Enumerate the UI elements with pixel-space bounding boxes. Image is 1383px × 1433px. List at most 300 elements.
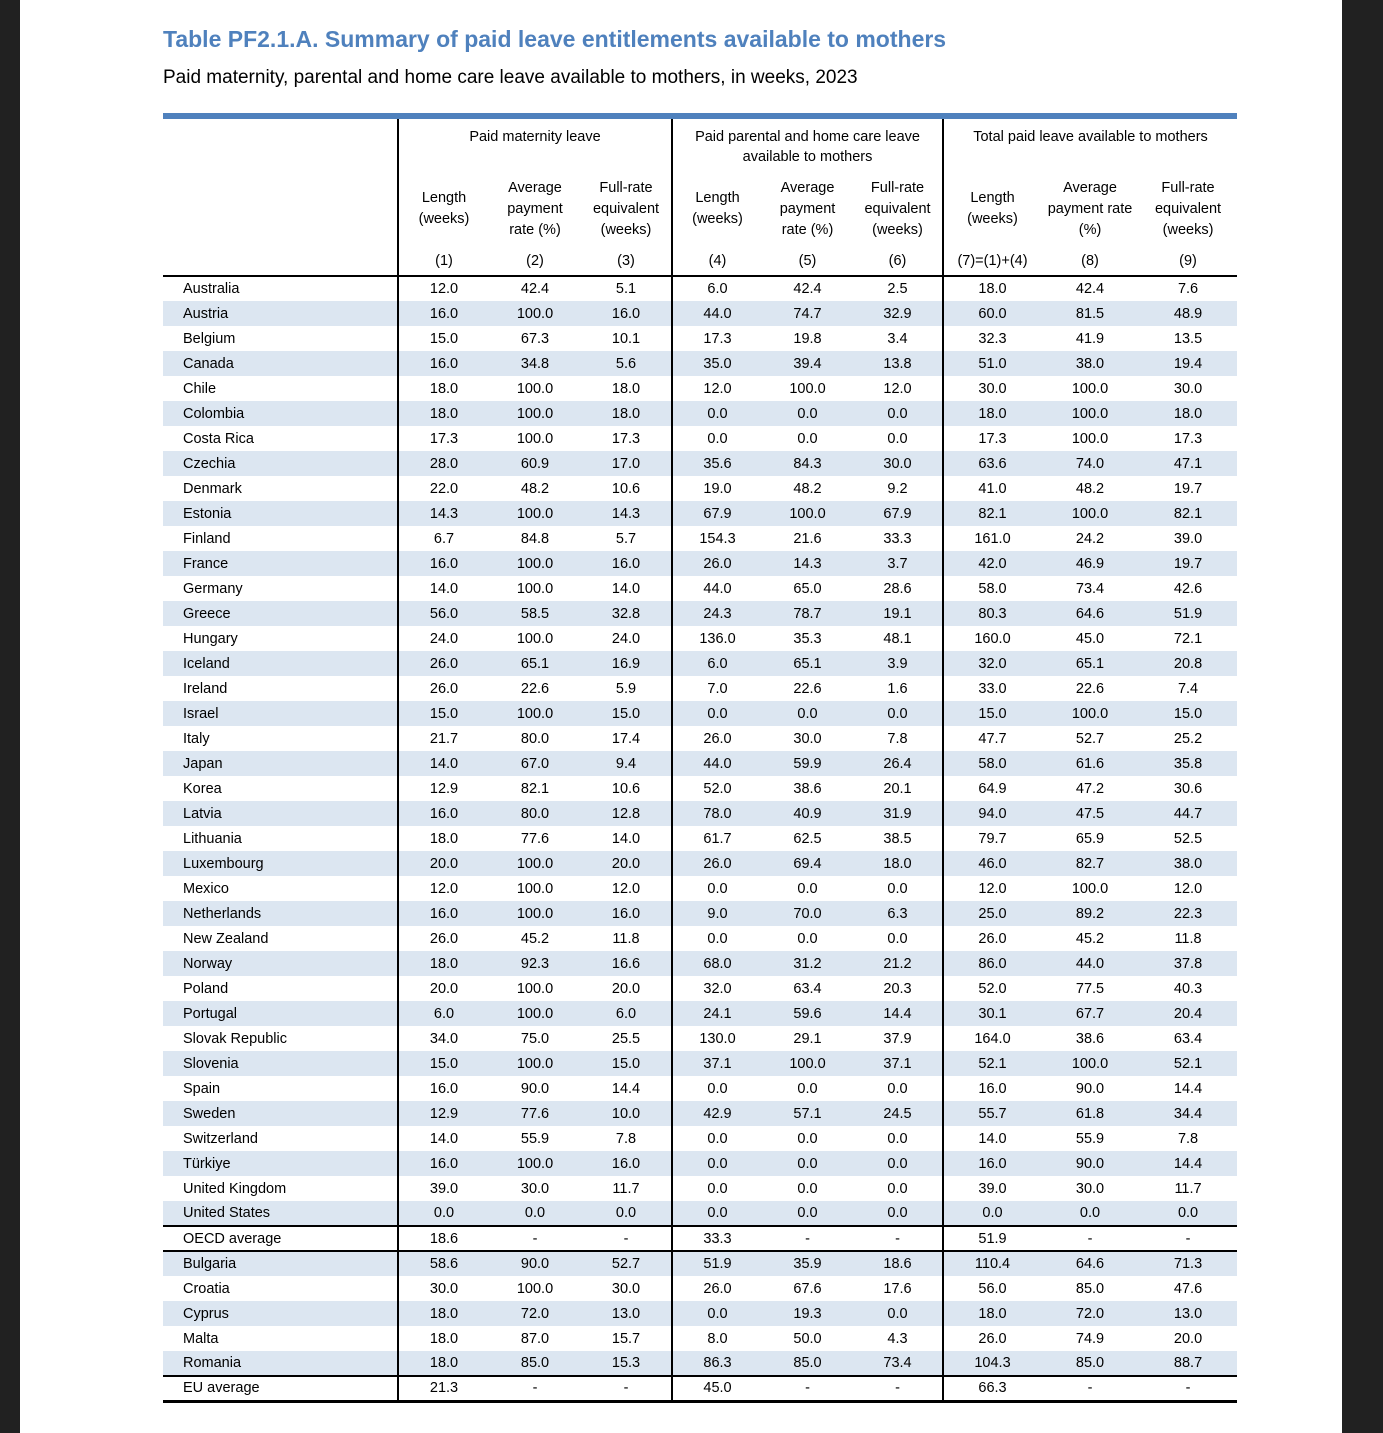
country-label: Chile xyxy=(183,380,217,397)
value-cell: 55.7 xyxy=(943,1101,1041,1126)
value-cell: 55.9 xyxy=(520,1130,550,1147)
value-cell: 12.0 xyxy=(1173,880,1203,897)
value-cell: 16.0 xyxy=(611,905,641,922)
value-cell: 8.0 xyxy=(672,1326,762,1351)
value-cell: 40.9 xyxy=(793,805,822,822)
table-title: Table PF2.1.A. Summary of paid leave entitlements available to mothers xyxy=(163,26,947,52)
country-label: United Kingdom xyxy=(183,1180,287,1197)
col-header-fre-1: Full-rate equivalent (weeks) xyxy=(592,179,660,238)
value-cell: 47.7 xyxy=(943,726,1041,751)
value-cell: 3.4 xyxy=(887,330,908,347)
value-cell: 35.9 xyxy=(793,1256,822,1273)
country-label: Greece xyxy=(183,605,231,622)
col-header-fre-3: Full-rate equivalent (weeks) xyxy=(1154,179,1222,238)
table-header xyxy=(163,116,1237,276)
value-cell: 14.0 xyxy=(943,1126,1041,1151)
value-cell: 0.0 xyxy=(1079,1205,1101,1222)
table-row xyxy=(163,676,1237,701)
value-cell: 35.6 xyxy=(672,451,762,476)
value-cell: 100.0 xyxy=(516,380,554,397)
value-cell: 59.6 xyxy=(793,1005,822,1022)
value-cell: 100.0 xyxy=(516,1155,554,1172)
value-cell: - xyxy=(1041,1376,1139,1401)
value-cell: 44.0 xyxy=(672,751,762,776)
value-cell: 26.0 xyxy=(398,651,489,676)
value-cell: 52.7 xyxy=(611,1256,641,1273)
value-cell: 61.6 xyxy=(1075,755,1105,772)
col-number: (4) xyxy=(672,246,762,276)
value-cell: 42.6 xyxy=(1173,580,1203,597)
value-cell: 10.6 xyxy=(611,480,641,497)
table-row xyxy=(163,801,1237,826)
country-label: New Zealand xyxy=(183,930,269,947)
value-cell: 26.0 xyxy=(398,676,489,701)
value-cell: 161.0 xyxy=(943,526,1041,551)
value-cell: 3.9 xyxy=(887,655,908,672)
value-cell: 26.0 xyxy=(943,1326,1041,1351)
value-cell: 26.0 xyxy=(398,926,489,951)
value-cell: 48.2 xyxy=(1075,480,1105,497)
value-cell: - xyxy=(489,1376,581,1401)
country-label: Italy xyxy=(183,730,210,747)
value-cell: 9.4 xyxy=(615,755,637,772)
value-cell: 37.1 xyxy=(672,1051,762,1076)
country-label: Denmark xyxy=(183,480,242,497)
value-cell: 30.0 xyxy=(398,1276,489,1301)
value-cell: 14.0 xyxy=(398,1126,489,1151)
table-row xyxy=(163,1326,1237,1351)
value-cell: 24.2 xyxy=(1075,530,1105,547)
value-cell: 7.4 xyxy=(1177,680,1199,697)
value-cell: 20.3 xyxy=(883,980,912,997)
value-cell: 18.0 xyxy=(398,1326,489,1351)
value-cell: 21.6 xyxy=(793,530,822,547)
value-cell: 84.8 xyxy=(520,530,550,547)
value-cell: 12.0 xyxy=(672,376,762,401)
value-cell: 16.0 xyxy=(943,1151,1041,1176)
value-cell: 16.0 xyxy=(398,351,489,376)
value-cell: 10.6 xyxy=(611,780,641,797)
table-row xyxy=(163,701,1237,726)
value-cell: 17.3 xyxy=(672,326,762,351)
value-cell: 58.6 xyxy=(398,1251,489,1276)
value-cell: 61.7 xyxy=(672,826,762,851)
value-cell: 74.0 xyxy=(1075,455,1105,472)
value-cell: 80.0 xyxy=(520,805,550,822)
value-cell: 73.4 xyxy=(1075,580,1105,597)
table-row xyxy=(163,926,1237,951)
value-cell: 21.2 xyxy=(883,955,912,972)
value-cell: 15.0 xyxy=(398,1051,489,1076)
table-row xyxy=(163,826,1237,851)
value-cell: 31.2 xyxy=(793,955,822,972)
value-cell: - xyxy=(853,1226,943,1251)
value-cell: 5.9 xyxy=(615,680,637,697)
country-label: EU average xyxy=(163,1376,398,1401)
value-cell: 18.0 xyxy=(398,1301,489,1326)
value-cell: 17.3 xyxy=(611,430,641,447)
value-cell: 63.4 xyxy=(1173,1030,1203,1047)
value-cell: 72.0 xyxy=(520,1305,550,1322)
value-cell: 38.0 xyxy=(1173,855,1203,872)
value-cell: 24.3 xyxy=(672,601,762,626)
col-number: (3) xyxy=(581,246,672,276)
value-cell: 13.0 xyxy=(1173,1305,1203,1322)
country-label: Norway xyxy=(183,955,233,972)
value-cell: 14.4 xyxy=(1173,1080,1203,1097)
value-cell: 19.0 xyxy=(672,476,762,501)
country-label: France xyxy=(183,555,229,572)
value-cell: 28.6 xyxy=(883,580,912,597)
column-number-row xyxy=(163,246,1237,276)
value-cell: 26.0 xyxy=(672,726,762,751)
value-cell: 0.0 xyxy=(887,430,908,447)
value-cell: 38.0 xyxy=(1075,355,1105,372)
value-cell: 25.0 xyxy=(943,901,1041,926)
value-cell: 78.0 xyxy=(672,801,762,826)
value-cell: 74.7 xyxy=(793,305,822,322)
value-cell: 100.0 xyxy=(516,1280,554,1297)
value-cell: 21.7 xyxy=(398,726,489,751)
country-label: Lithuania xyxy=(183,830,242,847)
country-label: Hungary xyxy=(183,630,238,647)
group-header-maternity: Paid maternity leave xyxy=(398,116,672,172)
value-cell: 67.9 xyxy=(883,505,912,522)
country-label: Ireland xyxy=(183,680,228,697)
value-cell: 15.0 xyxy=(611,1055,641,1072)
value-cell: 94.0 xyxy=(943,801,1041,826)
value-cell: 44.0 xyxy=(672,576,762,601)
value-cell: - xyxy=(581,1226,672,1251)
value-cell: 7.8 xyxy=(1177,1130,1199,1147)
value-cell: 50.0 xyxy=(793,1330,822,1347)
value-cell: 20.1 xyxy=(883,780,912,797)
value-cell: 69.4 xyxy=(793,855,822,872)
country-label: Germany xyxy=(183,580,243,597)
value-cell: 47.6 xyxy=(1173,1280,1203,1297)
value-cell: 32.8 xyxy=(611,605,641,622)
value-cell: 90.0 xyxy=(1075,1155,1105,1172)
table-row xyxy=(163,476,1237,501)
value-cell: 18.0 xyxy=(398,1351,489,1376)
value-cell: 59.9 xyxy=(793,755,822,772)
value-cell: 80.3 xyxy=(943,601,1041,626)
value-cell: 48.9 xyxy=(1173,305,1203,322)
value-cell: 100.0 xyxy=(789,1055,826,1072)
value-cell: - xyxy=(1139,1376,1237,1401)
value-cell: 52.1 xyxy=(1173,1055,1203,1072)
country-label: Israel xyxy=(183,705,219,722)
value-cell: 88.7 xyxy=(1173,1355,1203,1372)
country-label: Latvia xyxy=(183,805,222,822)
value-cell: 20.0 xyxy=(611,980,641,997)
col-number: (2) xyxy=(489,246,581,276)
value-cell: 15.0 xyxy=(398,701,489,726)
value-cell: 37.8 xyxy=(1173,955,1203,972)
group-header-total: Total paid leave available to mothers xyxy=(943,116,1237,172)
value-cell: 16.0 xyxy=(943,1076,1041,1101)
value-cell: 100.0 xyxy=(1071,405,1109,422)
value-cell: 28.0 xyxy=(398,451,489,476)
value-cell: 39.4 xyxy=(793,355,822,372)
value-cell: 80.0 xyxy=(520,730,550,747)
value-cell: 12.9 xyxy=(398,776,489,801)
value-cell: 85.0 xyxy=(1075,1280,1105,1297)
value-cell: 45.2 xyxy=(520,930,550,947)
table-row xyxy=(163,1201,1237,1226)
country-label: Costa Rica xyxy=(183,430,254,447)
value-cell: 0.0 xyxy=(797,1130,818,1147)
value-cell: 68.0 xyxy=(672,951,762,976)
value-cell: 100.0 xyxy=(516,630,554,647)
value-cell: 46.9 xyxy=(1075,555,1105,572)
table-row xyxy=(163,1076,1237,1101)
value-cell: 40.3 xyxy=(1173,980,1203,997)
value-cell: 32.0 xyxy=(672,976,762,1001)
value-cell: 100.0 xyxy=(1071,380,1109,397)
value-cell: 16.9 xyxy=(611,655,641,672)
value-cell: 2.5 xyxy=(887,281,908,298)
value-cell: 64.6 xyxy=(1075,1256,1105,1273)
value-cell: 38.5 xyxy=(883,830,912,847)
table-row xyxy=(163,326,1237,351)
value-cell: 20.4 xyxy=(1173,1005,1203,1022)
value-cell: 110.4 xyxy=(943,1251,1041,1276)
value-cell: 33.3 xyxy=(672,1226,762,1251)
country-label: Malta xyxy=(183,1330,219,1347)
value-cell: 31.9 xyxy=(883,805,912,822)
value-cell: 14.4 xyxy=(1173,1155,1203,1172)
value-cell: 6.3 xyxy=(887,905,908,922)
value-cell: 82.1 xyxy=(520,780,550,797)
country-label: Bulgaria xyxy=(183,1256,237,1273)
country-label: Finland xyxy=(183,530,231,547)
value-cell: 0.0 xyxy=(672,701,762,726)
value-cell: 100.0 xyxy=(516,555,554,572)
value-cell: 5.1 xyxy=(615,281,637,298)
summary-row xyxy=(163,1376,1237,1401)
value-cell: 19.7 xyxy=(1173,555,1203,572)
value-cell: 33.3 xyxy=(883,530,912,547)
value-cell: 87.0 xyxy=(520,1330,550,1347)
table-row xyxy=(163,526,1237,551)
value-cell: 18.6 xyxy=(398,1226,489,1251)
value-cell: 37.9 xyxy=(883,1030,912,1047)
value-cell: 0.0 xyxy=(797,930,818,947)
value-cell: 16.0 xyxy=(398,901,489,926)
value-cell: 30.0 xyxy=(611,1280,641,1297)
value-cell: 25.5 xyxy=(611,1030,641,1047)
col-number: (6) xyxy=(853,246,943,276)
value-cell: 100.0 xyxy=(516,405,554,422)
value-cell: 63.4 xyxy=(793,980,822,997)
value-cell: 21.3 xyxy=(398,1376,489,1401)
value-cell: 26.4 xyxy=(883,755,912,772)
value-cell: 100.0 xyxy=(516,430,554,447)
value-cell: 22.6 xyxy=(1075,680,1105,697)
group-header-parental: Paid parental and home care leave available to mothers xyxy=(672,116,943,172)
value-cell: 35.8 xyxy=(1173,755,1203,772)
value-cell: 4.3 xyxy=(887,1330,908,1347)
table-row xyxy=(163,1351,1237,1376)
value-cell: 39.0 xyxy=(943,1176,1041,1201)
value-cell: 154.3 xyxy=(672,526,762,551)
value-cell: 18.0 xyxy=(611,380,641,397)
value-cell: 45.0 xyxy=(672,1376,762,1401)
value-cell: 14.3 xyxy=(611,505,641,522)
value-cell: 77.6 xyxy=(520,1105,550,1122)
country-label: Spain xyxy=(183,1080,221,1097)
value-cell: 0.0 xyxy=(797,705,818,722)
table-row xyxy=(163,1126,1237,1151)
value-cell: 13.8 xyxy=(883,355,912,372)
value-cell: 100.0 xyxy=(516,980,554,997)
value-cell: 42.4 xyxy=(793,281,822,298)
value-cell: 10.1 xyxy=(611,330,641,347)
value-cell: 18.0 xyxy=(943,276,1041,301)
value-cell: 51.9 xyxy=(943,1226,1041,1251)
value-cell: 32.3 xyxy=(943,326,1041,351)
value-cell: 18.6 xyxy=(883,1256,912,1273)
value-cell: 6.0 xyxy=(615,1005,637,1022)
value-cell: 0.0 xyxy=(672,426,762,451)
value-cell: 18.0 xyxy=(883,855,912,872)
col-number: (9) xyxy=(1139,246,1237,276)
value-cell: 75.0 xyxy=(520,1030,550,1047)
value-cell: 48.2 xyxy=(520,480,550,497)
value-cell: - xyxy=(762,1376,853,1401)
summary-row xyxy=(163,1226,1237,1251)
country-label: Japan xyxy=(183,755,223,772)
value-cell: 0.0 xyxy=(887,930,908,947)
value-cell: 34.0 xyxy=(398,1026,489,1051)
value-cell: 67.0 xyxy=(520,755,550,772)
value-cell: 0.0 xyxy=(672,1176,762,1201)
value-cell: 17.3 xyxy=(943,426,1041,451)
value-cell: 63.6 xyxy=(943,451,1041,476)
value-cell: 16.0 xyxy=(398,551,489,576)
value-cell: 0.0 xyxy=(1177,1205,1199,1222)
value-cell: 24.5 xyxy=(883,1105,912,1122)
country-label: Poland xyxy=(183,980,229,997)
value-cell: 73.4 xyxy=(883,1355,912,1372)
value-cell: 22.6 xyxy=(520,680,550,697)
country-label: Netherlands xyxy=(183,905,262,922)
value-cell: 0.0 xyxy=(887,705,908,722)
table-row xyxy=(163,451,1237,476)
col-header-length-1: Length (weeks) xyxy=(398,172,489,246)
value-cell: 0.0 xyxy=(672,876,762,901)
value-cell: 77.5 xyxy=(1075,980,1105,997)
value-cell: 17.3 xyxy=(1173,430,1203,447)
value-cell: 0.0 xyxy=(672,1201,762,1226)
value-cell: 30.0 xyxy=(883,455,912,472)
value-cell: 0.0 xyxy=(887,405,908,422)
group-header-row xyxy=(163,116,1237,172)
country-label: Mexico xyxy=(183,880,229,897)
value-cell: 20.0 xyxy=(611,855,641,872)
value-cell: 100.0 xyxy=(516,505,554,522)
value-cell: 26.0 xyxy=(672,851,762,876)
value-cell: 90.0 xyxy=(1075,1080,1105,1097)
value-cell: 56.0 xyxy=(398,601,489,626)
value-cell: 12.0 xyxy=(883,380,912,397)
value-cell: 100.0 xyxy=(789,505,826,522)
table-row xyxy=(163,501,1237,526)
table-row xyxy=(163,851,1237,876)
value-cell: 52.0 xyxy=(943,976,1041,1001)
value-cell: 18.0 xyxy=(1173,405,1203,422)
value-cell: 136.0 xyxy=(672,626,762,651)
value-cell: 0.0 xyxy=(797,1080,818,1097)
value-cell: 6.0 xyxy=(672,276,762,301)
value-cell: 0.0 xyxy=(672,1151,762,1176)
table-row xyxy=(163,1026,1237,1051)
value-cell: 41.9 xyxy=(1075,330,1105,347)
value-cell: 65.1 xyxy=(1075,655,1105,672)
table-row xyxy=(163,1151,1237,1176)
col-header-rate-1: Average payment rate (%) xyxy=(507,179,563,238)
value-cell: 18.0 xyxy=(398,951,489,976)
value-cell: 100.0 xyxy=(516,705,554,722)
table-row xyxy=(163,601,1237,626)
value-cell: 90.0 xyxy=(520,1256,550,1273)
value-cell: 0.0 xyxy=(887,1180,908,1197)
corner-cell xyxy=(163,172,398,246)
value-cell: 32.9 xyxy=(883,305,912,322)
value-cell: 0.0 xyxy=(887,1205,908,1222)
value-cell: 100.0 xyxy=(516,580,554,597)
value-cell: 9.0 xyxy=(672,901,762,926)
value-cell: 74.9 xyxy=(1075,1330,1105,1347)
value-cell: 0.0 xyxy=(887,1080,908,1097)
country-label: Slovak Republic xyxy=(183,1030,287,1047)
value-cell: 17.0 xyxy=(611,455,641,472)
value-cell: 24.0 xyxy=(611,630,641,647)
value-cell: 100.0 xyxy=(789,380,826,397)
value-cell: 16.0 xyxy=(398,801,489,826)
value-cell: 20.0 xyxy=(398,976,489,1001)
value-cell: 19.4 xyxy=(1173,355,1203,372)
value-cell: 104.3 xyxy=(943,1351,1041,1376)
value-cell: 89.2 xyxy=(1075,905,1105,922)
value-cell: 0.0 xyxy=(797,1155,818,1172)
value-cell: 81.5 xyxy=(1075,305,1105,322)
value-cell: - xyxy=(1041,1226,1139,1251)
value-cell: 12.0 xyxy=(611,880,641,897)
value-cell: 86.3 xyxy=(672,1351,762,1376)
value-cell: 71.3 xyxy=(1173,1256,1203,1273)
value-cell: 0.0 xyxy=(672,1076,762,1101)
table-row xyxy=(163,351,1237,376)
col-header-rate-2: Average payment rate (%) xyxy=(779,179,836,238)
value-cell: 18.0 xyxy=(611,405,641,422)
table-row xyxy=(163,426,1237,451)
value-cell: 14.3 xyxy=(793,555,822,572)
value-cell: 60.0 xyxy=(943,301,1041,326)
value-cell: 51.0 xyxy=(943,351,1041,376)
country-label: Czechia xyxy=(183,455,236,472)
table-row xyxy=(163,751,1237,776)
value-cell: 44.7 xyxy=(1173,805,1203,822)
value-cell: 12.0 xyxy=(398,876,489,901)
value-cell: 0.0 xyxy=(672,926,762,951)
value-cell: 66.3 xyxy=(943,1376,1041,1401)
country-label: Austria xyxy=(183,305,229,322)
value-cell: 48.1 xyxy=(883,630,912,647)
value-cell: 20.0 xyxy=(1173,1330,1203,1347)
value-cell: 82.1 xyxy=(1173,505,1203,522)
